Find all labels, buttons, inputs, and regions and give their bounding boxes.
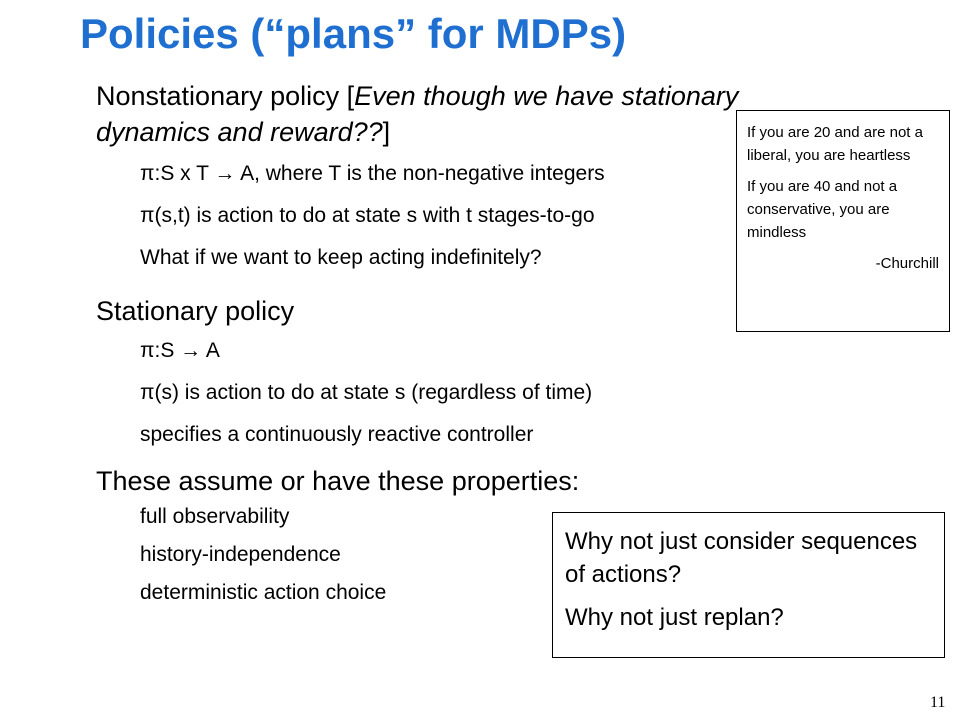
bullet-text-prefix: Nonstationary policy [	[96, 81, 355, 111]
question-box	[552, 512, 945, 658]
question-line: Why not just replan?	[565, 604, 784, 631]
sub-bullet-text: π:S → A	[140, 339, 220, 362]
sub-bullet	[52, 160, 742, 188]
bullet-text-italic: Even though we have stationary dynamics and reward??	[96, 81, 739, 147]
quote-line: If you are 20 and are not a liberal, you are heartless	[747, 124, 923, 164]
section-nonstationary	[52, 78, 742, 272]
sub-bullet-text: deterministic action choice	[140, 581, 387, 604]
bullet-nonstationary	[52, 78, 742, 150]
bullet-text: Stationary policy	[96, 296, 295, 326]
sub-bullet-text: What if we want to keep acting indefinitely?	[140, 246, 542, 269]
bullet-properties	[52, 463, 742, 499]
sub-bullet-text: specifies a continuously reactive controller	[140, 423, 534, 446]
bullet-stationary	[52, 293, 742, 329]
section-stationary	[52, 293, 742, 449]
sub-bullet-text: π(s,t) is action to do at state s with t stages-to-go	[140, 204, 595, 227]
quote-line: If you are 40 and not a conservative, you are mindless	[747, 178, 898, 241]
bullet-text-suffix: ]	[382, 117, 391, 147]
sub-bullet	[52, 202, 742, 230]
page-number: 11	[930, 694, 946, 711]
sub-bullet-text: π(s) is action to do at state s (regardless of time)	[140, 381, 593, 404]
sub-bullet	[52, 244, 742, 272]
quote-attribution: -Churchill	[875, 255, 939, 272]
sub-bullet	[52, 337, 742, 365]
question-line: Why not just consider sequences of actions?	[565, 528, 918, 588]
bullet-text: These assume or have these properties:	[96, 466, 580, 496]
sub-bullet	[52, 421, 742, 449]
sub-bullet-text: full observability	[140, 505, 290, 528]
sub-bullet-text: π:S x T → A, where T is the non-negative integers	[140, 162, 605, 185]
sub-bullet	[52, 379, 742, 407]
quote-box	[736, 110, 950, 332]
slide-title: Policies (“plans” for MDPs)	[80, 10, 627, 57]
sub-bullet-text: history-independence	[140, 543, 341, 566]
